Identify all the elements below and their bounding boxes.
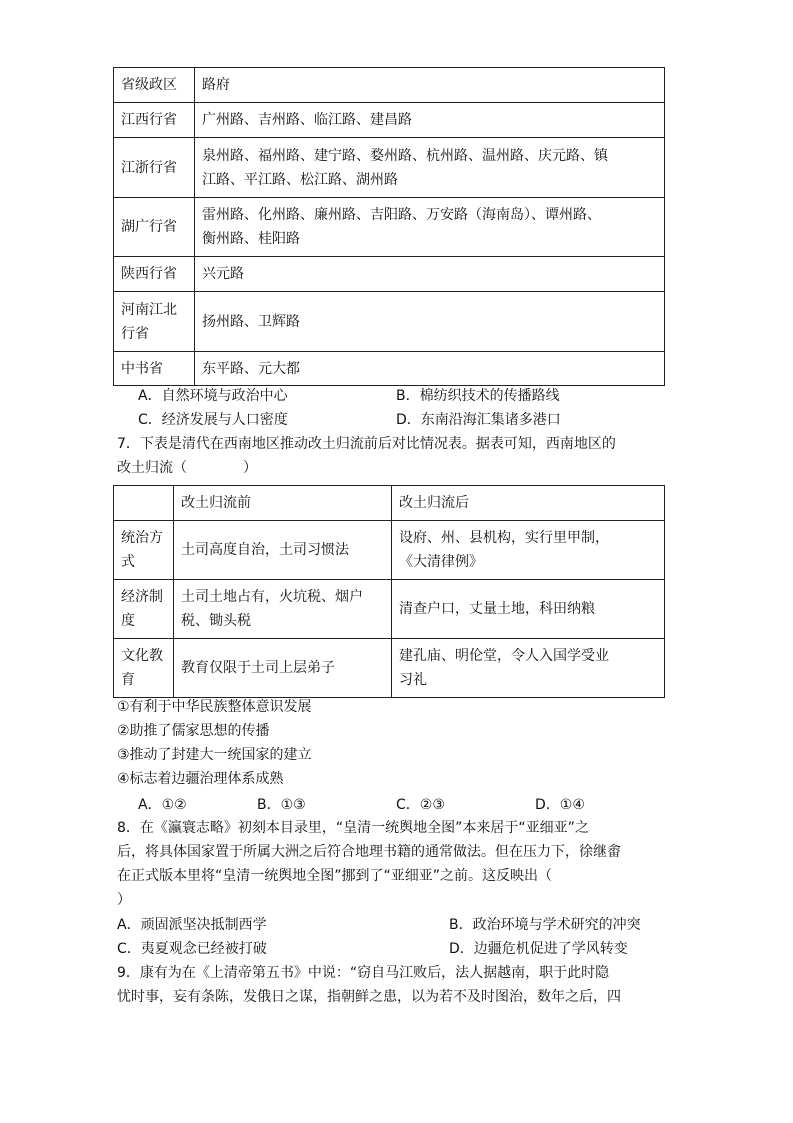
cell-line: 统治方 (121, 530, 163, 546)
table-cell: 扬州路、卫辉路 (195, 292, 665, 352)
table-cell: 兴元路 (195, 257, 665, 292)
table-cell: 陕西行省 (114, 257, 195, 292)
table-cell (392, 521, 665, 580)
table-cell: 广州路、吉州路、临江路、建昌路 (195, 103, 665, 138)
cell-line: 河南江北 (121, 301, 177, 318)
table-header-cell (114, 486, 174, 521)
cell-line: 土司土地占有，火坑税、烟户 (181, 589, 363, 605)
cell-line: 行省 (121, 325, 149, 342)
table-row (114, 138, 665, 198)
cell-line: 经济制 (121, 589, 163, 605)
question-7-stem: 7．下表是清代在西南地区推动改土归流前后对比情况表。据表可知，西南地区的 (117, 436, 616, 452)
table-cell: 湖广行省 (114, 198, 195, 257)
question-8-stem-cont: ） (117, 892, 131, 908)
table-cell: 江浙行省 (114, 138, 195, 198)
cell-line: 衡州路、桂阳路 (202, 231, 300, 247)
option-c: C．夷夏观念已经被打破 (117, 941, 267, 957)
option-b: B．①③ (257, 797, 306, 813)
table-cell: 东平路、元大都 (195, 352, 665, 386)
cell-line: 习礼 (399, 672, 427, 688)
cell-line: 雷州路、化州路、廉州路、吉阳路、万安路（海南岛）、谭州路、 (202, 207, 601, 223)
table-cell: 土司高度自治，土司习惯法 (174, 521, 392, 580)
statement-3: ③推动了封建大一统国家的建立 (117, 747, 312, 763)
option-a: A．顽固派坚决抵制西学 (117, 917, 267, 933)
table-cell: 中书省 (114, 352, 195, 386)
province-route-table (113, 67, 665, 386)
table-row (114, 292, 665, 352)
cell-line: 文化教 (121, 648, 163, 664)
option-c: C．②③ (396, 797, 445, 813)
question-8-stem-cont: 后，将具体国家置于所属大洲之后符合地理书籍的通常做法。但在压力下，徐继畬 (117, 844, 621, 860)
table-cell (114, 580, 174, 639)
table-header-cell: 省级政区 (114, 68, 195, 103)
cell-line: 设府、州、县机构，实行里甲制， (399, 530, 609, 546)
table-cell (195, 138, 665, 198)
option-c: C．经济发展与人口密度 (138, 412, 288, 428)
question-8-stem-cont: 在正式版本里将“皇清一统舆地全图”挪到了“亚细亚”之前。这反映出（ (117, 868, 553, 884)
table-cell (114, 292, 195, 352)
option-a: A．①② (138, 797, 187, 813)
table-row (114, 580, 665, 639)
statement-1: ①有利于中华民族整体意识发展 (117, 699, 312, 715)
table-cell (195, 198, 665, 257)
question-8-stem: 8．在《瀛寰志略》初刻本目录里，“皇清一统舆地全图”本来居于“亚细亚”之 (117, 820, 589, 836)
table-header-cell: 改土归流前 (174, 486, 392, 521)
option-d: D．东南沿海汇集诸多港口 (396, 412, 561, 428)
table-cell (174, 580, 392, 639)
statement-2: ②助推了儒家思想的传播 (117, 723, 270, 739)
option-a: A．自然环境与政治中心 (138, 388, 288, 404)
cell-line: 江路、平江路、松江路、湖州路 (202, 171, 398, 188)
cell-line: 税、锄头税 (181, 613, 251, 629)
option-d: D．①④ (535, 797, 585, 813)
table-header-cell: 改土归流后 (392, 486, 665, 521)
table-cell: 江西行省 (114, 103, 195, 138)
question-9-stem: 9．康有为在《上清帝第五书》中说：“窃自马江败后，法人据越南，职于此时隐 (117, 965, 610, 981)
option-d: D．边疆危机促进了学风转变 (449, 941, 628, 957)
question-9-stem-cont: 忧时事，妄有条陈，发俄日之谋，指朝鲜之患，以为若不及时图治，数年之后，四 (117, 989, 621, 1005)
cell-line: 建孔庙、明伦堂，令人入国学受业 (399, 648, 609, 664)
reform-comparison-table (113, 485, 665, 698)
cell-line: 育 (121, 672, 135, 688)
table-header-cell: 路府 (195, 68, 665, 103)
cell-line: 《大清律例》 (399, 554, 483, 570)
cell-line: 泉州路、福州路、建宁路、婺州路、杭州路、温州路、庆元路、镇 (202, 147, 608, 164)
table-cell: 教育仅限于土司上层弟子 (174, 639, 392, 698)
table-cell (114, 521, 174, 580)
table-cell (114, 639, 174, 698)
table-row (114, 103, 665, 138)
table-row (114, 352, 665, 386)
table-cell (392, 639, 665, 698)
table-row (114, 521, 665, 580)
cell-line: 式 (121, 554, 135, 570)
table-row (114, 639, 665, 698)
table-cell: 清查户口，丈量土地，科田纳粮 (392, 580, 665, 639)
option-b: B．政治环境与学术研究的冲突 (449, 917, 641, 933)
question-7-stem-cont: 改土归流（ ） (117, 460, 257, 476)
table-row (114, 257, 665, 292)
option-b: B．棉纺织技术的传播路线 (396, 388, 560, 404)
cell-line: 度 (121, 613, 135, 629)
statement-4: ④标志着边疆治理体系成熟 (117, 771, 284, 787)
table-row (114, 198, 665, 257)
